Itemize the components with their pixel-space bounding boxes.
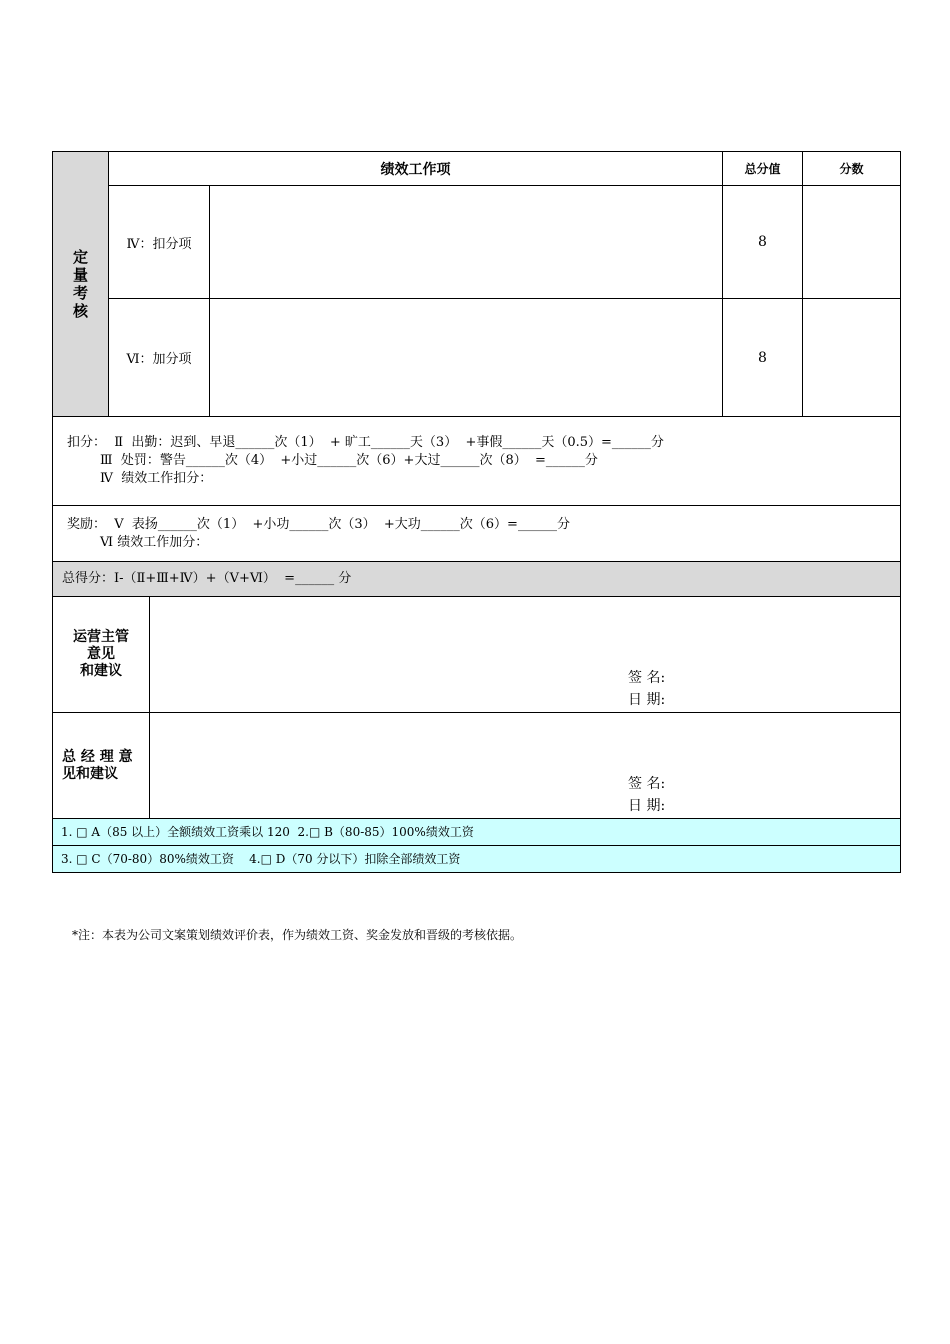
deduction-line-1: 扣分： Ⅱ 出勤：迟到、早退______次（1） + 旷工______天（3） +事假______天（0.5）=______分: [67, 435, 664, 450]
row-bonus-score[interactable]: [802, 298, 900, 416]
total-score-text: 总得分：Ⅰ-（Ⅱ+Ⅲ+Ⅳ）+（Ⅴ+Ⅵ） =______ 分: [62, 571, 352, 586]
row-bonus-total: 8: [722, 298, 802, 416]
opinion-gm-date: 日 期:: [628, 798, 666, 814]
grade-text-1: 1. □ A（85 以上）全额绩效工资乘以 120 2.□ B（80-85）100%绩效工资: [61, 825, 474, 839]
opinion-manager-date: 日 期:: [628, 692, 666, 708]
header-total-score: 总分值: [722, 152, 802, 185]
deduction-line-2: Ⅲ 处罚：警告______次（4） +小过______次（6）+大过______次（8） =______分: [67, 453, 598, 468]
opinion-manager-content[interactable]: [149, 596, 900, 712]
deduction-section: [53, 416, 900, 505]
opinion-manager-label: 运营主管 意见 和建议: [53, 596, 149, 712]
evaluation-form: [52, 151, 901, 873]
reward-section: [53, 505, 900, 561]
row-bonus-label: Ⅵ：加分项: [108, 298, 209, 416]
reward-line-1: 奖励： Ⅴ 表扬______次（1） +小功______次（3） +大功______次（6）=______分: [67, 517, 570, 532]
opinion-gm-label: 总 经 理 意 见和建议: [53, 712, 149, 818]
grade-row-1[interactable]: [53, 818, 900, 845]
opinion-manager-sign: 签 名:: [628, 670, 666, 686]
row-deduction-label: Ⅳ：扣分项: [108, 185, 209, 298]
grade-row-2[interactable]: [53, 845, 900, 872]
opinion-gm-content[interactable]: [149, 712, 900, 818]
quantitative-side-label: 定 量 考 核: [53, 152, 108, 416]
row-deduction-content[interactable]: [209, 185, 722, 298]
footer-note: *注：本表为公司文案策划绩效评价表，作为绩效工资、奖金发放和晋级的考核依据。: [72, 928, 523, 942]
header-score: 分数: [802, 152, 900, 185]
row-deduction-total: 8: [722, 185, 802, 298]
row-deduction-score[interactable]: [802, 185, 900, 298]
opinion-gm-sign: 签 名:: [628, 776, 666, 792]
row-bonus-content[interactable]: [209, 298, 722, 416]
reward-line-2: Ⅵ 绩效工作加分：: [67, 535, 209, 550]
grade-text-2: 3. □ C（70-80）80%绩效工资 4.□ D（70 分以下）扣除全部绩效工资: [61, 852, 461, 866]
deduction-line-3: Ⅳ 绩效工作扣分：: [67, 471, 213, 486]
total-score-row: [53, 561, 900, 596]
header-work-item: 绩效工作项: [108, 152, 722, 185]
